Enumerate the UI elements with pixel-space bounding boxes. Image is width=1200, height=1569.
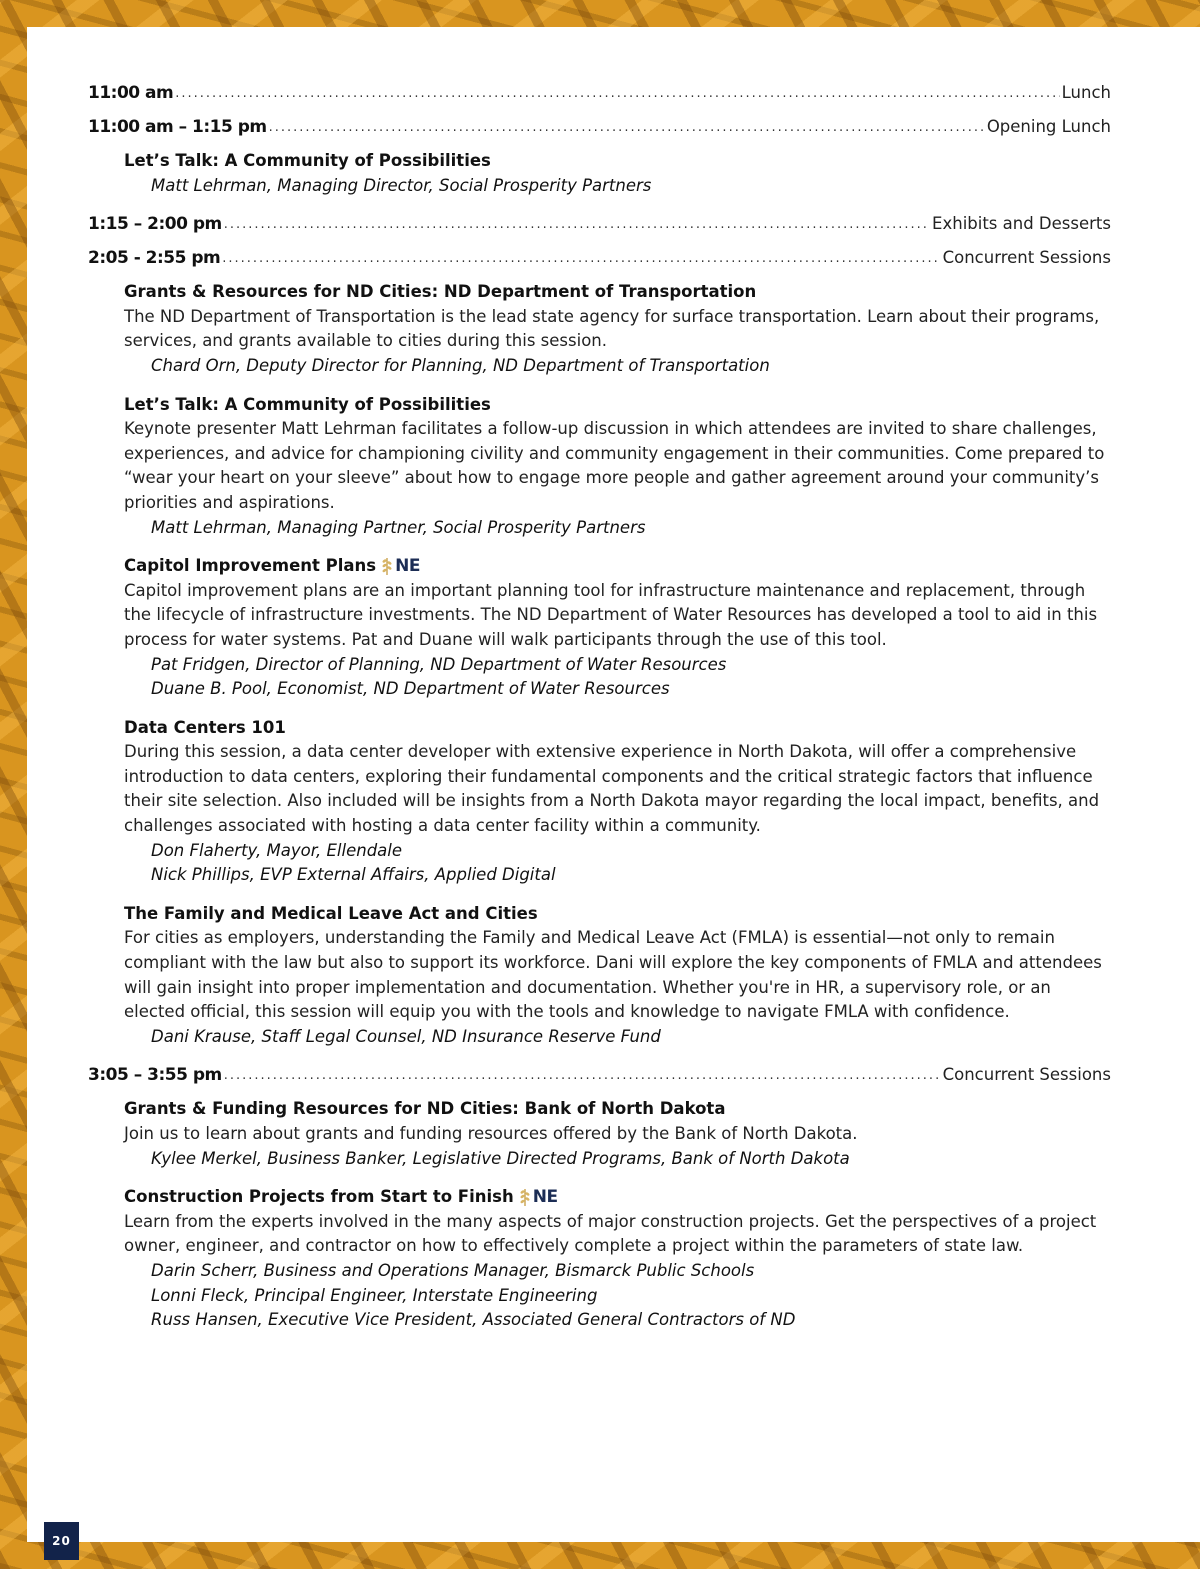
session-title	[124, 716, 1111, 741]
session-title	[124, 280, 1111, 305]
session-block	[124, 1185, 1111, 1333]
speaker: Lonni Fleck, Principal Engineer, Interstate Engineering	[151, 1285, 598, 1305]
speaker: Matt Lehrman, Managing Director, Social Prosperity Partners	[151, 175, 652, 195]
schedule	[88, 81, 1111, 1347]
dot-leader	[224, 1067, 941, 1087]
session-description: The ND Department of Transportation is the lead state agency for surface transportation. Learn about their programs, services, and grants available to cities during this session.	[124, 306, 1100, 351]
session-description: Capitol improvement plans are an important planning tool for infrastructure maintenance and replacement, through the lifecycle of infrastructure investments. The ND Department of Water Resources has developed a tool to aid in this process for water systems. Pat and Duane will walk participants through the use of this tool.	[124, 580, 1098, 649]
session-title-text: Grants & Resources for ND Cities: ND Department of Transportation	[124, 282, 757, 302]
speaker: Kylee Merkel, Business Banker, Legislative Directed Programs, Bank of North Dakota	[151, 1148, 850, 1168]
session-title	[124, 554, 1111, 579]
time-label: 11:00 am – 1:15 pm	[88, 117, 267, 137]
session-title-text: Grants & Funding Resources for ND Cities: Bank of North Dakota	[124, 1099, 726, 1119]
time-row	[88, 212, 1111, 236]
session-title-text: Let’s Talk: A Community of Possibilities	[124, 151, 491, 170]
session-block	[124, 149, 1111, 198]
speaker: Dani Krause, Staff Legal Counsel, ND Insurance Reserve Fund	[151, 1026, 661, 1046]
session-title	[124, 902, 1111, 927]
session-title-text: The Family and Medical Leave Act and Cities	[124, 903, 538, 923]
time-row	[88, 81, 1111, 105]
session-title	[124, 393, 1111, 418]
session-title-text: Let’s Talk: A Community of Possibilities	[124, 394, 491, 414]
ne-badge	[518, 1185, 558, 1210]
event-label: Lunch	[1061, 83, 1111, 102]
ne-badge	[380, 554, 420, 579]
speaker: Darin Scherr, Business and Operations Manager, Bismarck Public Schools	[151, 1260, 755, 1280]
session-title-text: Data Centers 101	[124, 717, 286, 737]
session-title	[124, 149, 1111, 174]
session-description: Learn from the experts involved in the many aspects of major construction projects. Get the perspectives of a project owner, engineer, and contractor on how to effectively complete a project within the parameters of state law.	[124, 1211, 1097, 1256]
event-label: Concurrent Sessions	[942, 1065, 1111, 1085]
session-block	[124, 716, 1111, 888]
speaker: Chard Orn, Deputy Director for Planning, ND Department of Transportation	[151, 355, 770, 375]
session-title-text: Construction Projects from Start to Finish	[124, 1187, 514, 1207]
speaker: Nick Phillips, EVP External Affairs, Applied Digital	[151, 865, 556, 885]
dot-leader	[222, 250, 940, 270]
event-label: Concurrent Sessions	[942, 248, 1111, 268]
event-label: Opening Lunch	[986, 117, 1111, 136]
wheat-icon	[518, 1187, 532, 1207]
dot-leader	[175, 85, 1059, 105]
ne-label: NE	[532, 1187, 558, 1208]
speaker: Don Flaherty, Mayor, Ellendale	[151, 840, 403, 860]
time-label: 11:00 am	[88, 83, 174, 103]
dot-leader	[269, 119, 985, 139]
session-block	[124, 393, 1111, 541]
event-label: Exhibits and Desserts	[932, 214, 1111, 234]
session-title	[124, 1185, 1111, 1210]
page-sheet	[27, 27, 1200, 1542]
session-description: For cities as employers, understanding the Family and Medical Leave Act (FMLA) is essential—not only to remain compliant with the law but also to support its workforce. Dani will explore the key components of FMLA and attendees will gain insight into proper implementation and documentation. Whether you're in HR, a supervisory role, or an elected official, this session will equip you with the tools and knowledge to navigate FMLA with confidence.	[124, 928, 1102, 1022]
time-row	[88, 246, 1111, 270]
time-label: 1:15 – 2:00 pm	[88, 214, 222, 235]
session-block	[124, 1097, 1111, 1171]
session-title-text: Capitol Improvement Plans	[124, 556, 377, 576]
session-block	[124, 280, 1111, 378]
session-description: Keynote presenter Matt Lehrman facilitates a follow-up discussion in which attendees are invited to share challenges, experiences, and advice for championing civility and community engagement in their communities. Come prepared to “wear your heart on your sleeve” about how to engage more people and gather agreement around your community’s priorities and aspirations.	[124, 419, 1105, 512]
page-number: 20	[44, 1522, 79, 1560]
speaker: Matt Lehrman, Managing Partner, Social Prosperity Partners	[151, 517, 646, 537]
session-description: Join us to learn about grants and funding resources offered by the Bank of North Dakota.	[124, 1124, 858, 1143]
ne-label: NE	[395, 556, 420, 577]
wheat-icon	[380, 556, 394, 576]
time-row	[88, 115, 1111, 139]
session-block	[124, 902, 1111, 1050]
speaker: Duane B. Pool, Economist, ND Department of Water Resources	[151, 679, 670, 699]
session-description: During this session, a data center developer with extensive experience in North Dakota, will offer a comprehensive introduction to data centers, exploring their fundamental components and the critical strategic factors that influence their site selection. Also included will be insights from a North Dakota mayor regarding the local impact, benefits, and challenges associated with hosting a data center facility within a community.	[124, 742, 1100, 836]
time-label: 2:05 - 2:55 pm	[88, 248, 221, 269]
speaker: Pat Fridgen, Director of Planning, ND Department of Water Resources	[151, 654, 727, 674]
time-label: 3:05 – 3:55 pm	[88, 1065, 222, 1086]
session-block	[124, 554, 1111, 702]
time-row	[88, 1063, 1111, 1087]
session-title	[124, 1097, 1111, 1122]
speaker: Russ Hansen, Executive Vice President, Associated General Contractors of ND	[151, 1310, 796, 1330]
dot-leader	[224, 216, 930, 236]
